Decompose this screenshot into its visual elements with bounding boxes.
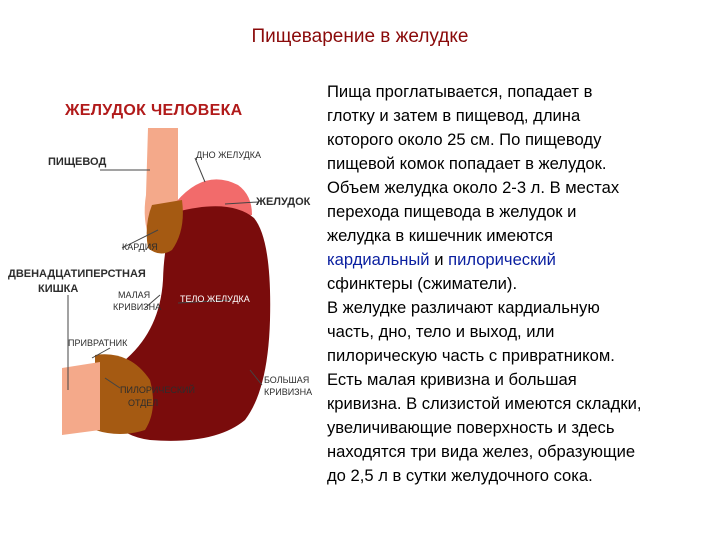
stomach-diagram	[0, 90, 320, 530]
label-duodenum-line1: ДВЕНАДЦАТИПЕРСТНАЯ	[8, 268, 146, 280]
label-pyloric-line1: ПИЛОРИЧЕСКИЙ	[120, 385, 195, 395]
text-and: и	[429, 250, 449, 269]
label-duodenum-line2: КИШКА	[38, 283, 79, 295]
text-line: пилорическую часть с привратником.	[327, 346, 615, 365]
label-lesser-curvature-line1: МАЛАЯ	[118, 290, 151, 300]
label-greater-curvature-line1: БОЛЬШАЯ	[264, 375, 310, 385]
label-stomach-body: ТЕЛО ЖЕЛУДКА	[180, 294, 250, 304]
text-line: часть, дно, тело и выход, или	[327, 322, 555, 341]
label-greater-curvature-line2: КРИВИЗНА	[264, 387, 313, 397]
text-line: увеличивающие поверхность и здесь	[327, 418, 615, 437]
text-line: находятся три вида желез, образующие	[327, 442, 636, 461]
label-lesser-curvature-line2: КРИВИЗНА	[113, 302, 162, 312]
label-pylorus: ПРИВРАТНИК	[68, 338, 128, 348]
text-line: кривизна. В слизистой имеются складки,	[327, 394, 642, 413]
slide-title: Пищеварение в желудке	[251, 26, 469, 47]
text-line: желудка в кишечник имеются	[327, 226, 553, 245]
term-cardiac: кардиальный	[327, 250, 430, 269]
text-line: Есть малая кривизна и большая	[327, 370, 577, 389]
text-line: глотку и затем в пищевод, длина	[327, 106, 581, 125]
text-line: сфинктеры (сжиматели).	[327, 274, 518, 293]
text-line: Пища проглатывается, попадает в	[327, 82, 593, 101]
term-pyloric: пилорический	[448, 250, 556, 269]
text-line-sphincters	[327, 248, 712, 272]
text-line: Объем желудка около 2-3 л. В местах	[327, 178, 620, 197]
label-esophagus: ПИЩЕВОД	[48, 156, 107, 168]
text-line: В желудке различают кардиальную	[327, 298, 600, 317]
label-fundus: ДНО ЖЕЛУДКА	[196, 150, 261, 160]
slide-body-text	[327, 80, 712, 488]
label-cardia: КАРДИЯ	[122, 242, 158, 252]
figure-title: ЖЕЛУДОК ЧЕЛОВЕКА	[65, 102, 243, 119]
text-line: до 2,5 л в сутки желудочного сока.	[327, 466, 593, 485]
text-line: перехода пищевода в желудок и	[327, 202, 577, 221]
label-pyloric-line2: ОТДЕЛ	[128, 398, 159, 408]
text-line: которого около 25 см. По пищеводу	[327, 130, 602, 149]
text-line: пищевой комок попадает в желудок.	[327, 154, 607, 173]
label-stomach: ЖЕЛУДОК	[256, 196, 311, 208]
